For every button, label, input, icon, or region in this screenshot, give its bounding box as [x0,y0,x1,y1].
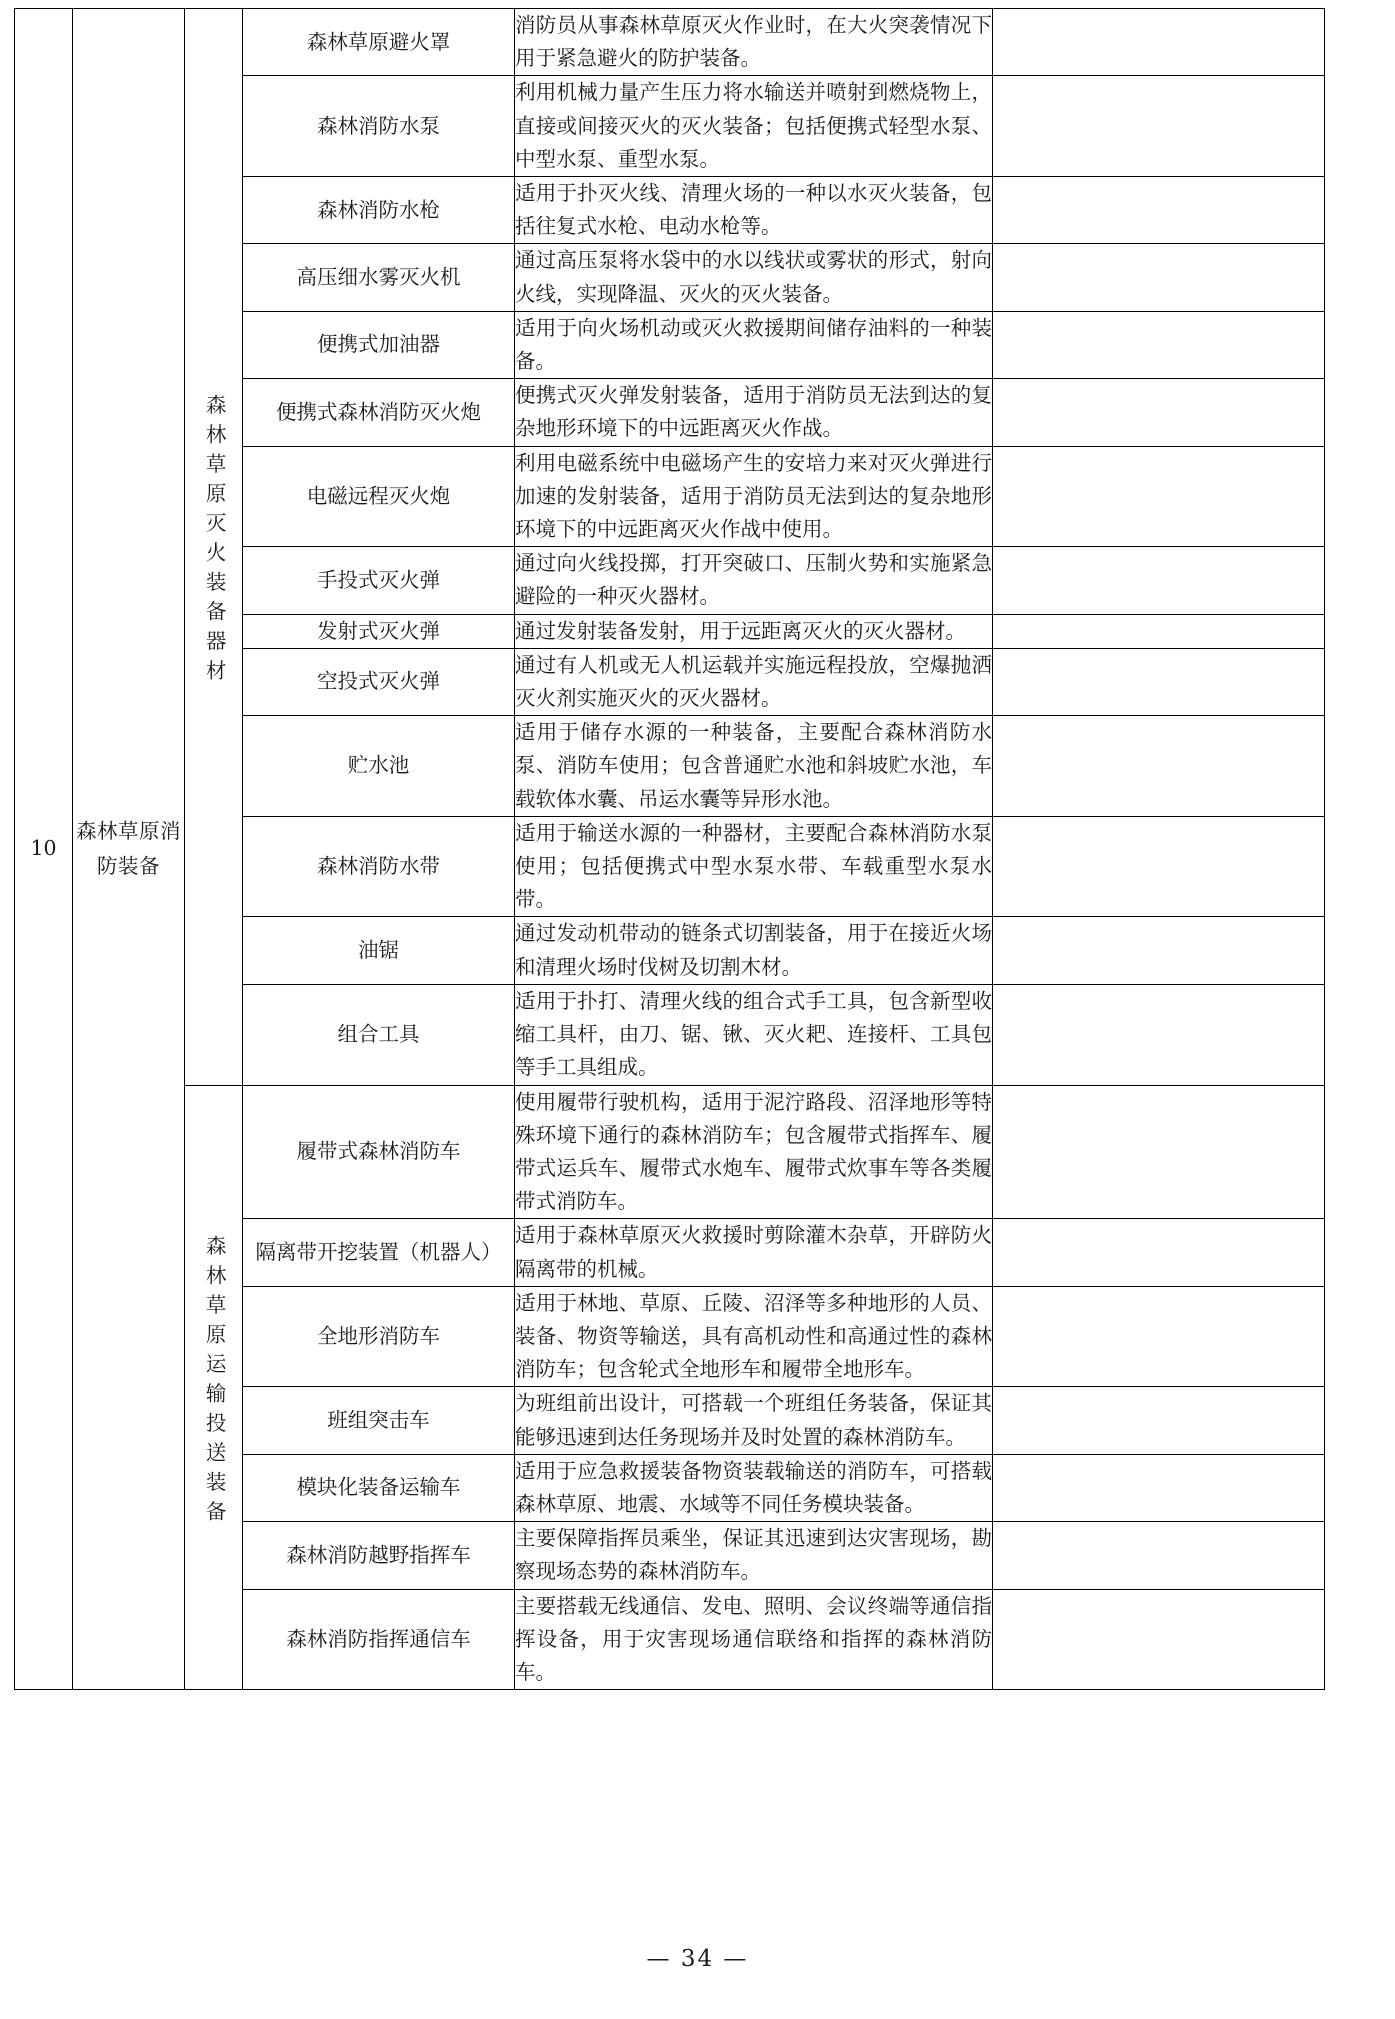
equipment-table [14,8,1325,1690]
item-name: 隔离带开挖装置（机器人） [243,1219,515,1286]
item-name: 全地形消防车 [243,1286,515,1387]
item-note [993,1454,1325,1521]
item-description: 适用于向火场机动或灭火救援期间储存油料的一种装备。 [515,311,993,378]
subgroup-cell-1 [185,1085,243,1690]
item-description: 通过发动机带动的链条式切割装备，用于在接近火场和清理火场时伐树及切割木材。 [515,917,993,984]
item-name: 班组突击车 [243,1387,515,1454]
item-description: 利用电磁系统中电磁场产生的安培力来对灭火弹进行加速的发射装备，适用于消防员无法到达的复杂地形环境下的中远距离灭火作战中使用。 [515,446,993,547]
item-name: 电磁远程灭火炮 [243,446,515,547]
table-body [15,9,1325,1690]
item-note [993,1085,1325,1219]
item-name: 森林消防水带 [243,816,515,917]
item-note [993,1387,1325,1454]
item-name: 手投式灭火弹 [243,547,515,614]
item-name: 组合工具 [243,984,515,1085]
group-number: 10 [30,836,57,861]
item-description: 适用于森林草原灭火救援时剪除灌木杂草，开辟防火隔离带的机械。 [515,1219,993,1286]
subgroup-cell-0 [185,9,243,1086]
item-name: 便携式森林消防灭火炮 [243,379,515,446]
item-name: 模块化装备运输车 [243,1454,515,1521]
item-name: 履带式森林消防车 [243,1085,515,1219]
item-note [993,917,1325,984]
item-note [993,379,1325,446]
item-note [993,716,1325,817]
item-name: 森林消防水枪 [243,177,515,244]
item-name: 森林消防越野指挥车 [243,1522,515,1589]
item-note [993,648,1325,715]
item-note [993,547,1325,614]
item-note [993,816,1325,917]
item-description: 适用于输送水源的一种器材，主要配合森林消防水泵使用；包括便携式中型水泵水带、车载重型水泵水带。 [515,816,993,917]
item-name: 发射式灭火弹 [243,614,515,648]
page-number: — 34 — [646,1946,749,1972]
item-note [993,76,1325,177]
item-note [993,446,1325,547]
subgroup-label: 森林草原灭火装备器材 [202,394,227,690]
item-name: 便携式加油器 [243,311,515,378]
item-description: 便携式灭火弹发射装备，适用于消防员无法到达的复杂地形环境下的中远距离灭火作战。 [515,379,993,446]
item-note [993,1219,1325,1286]
item-description: 为班组前出设计，可搭载一个班组任务装备，保证其能够迅速到达任务现场并及时处置的森林消防车。 [515,1387,993,1454]
item-description: 适用于扑灭火线、清理火场的一种以水灭火装备，包括往复式水枪、电动水枪等。 [515,177,993,244]
item-name: 贮水池 [243,716,515,817]
item-note [993,984,1325,1085]
item-description: 通过向火线投掷，打开突破口、压制火势和实施紧急避险的一种灭火器材。 [515,547,993,614]
item-description: 适用于扑打、清理火线的组合式手工具，包含新型收缩工具杆，由刀、锯、锹、灭火耙、连接杆、工具包等手工具组成。 [515,984,993,1085]
item-description: 主要保障指挥员乘坐，保证其迅速到达灾害现场，勘察现场态势的森林消防车。 [515,1522,993,1589]
item-description: 通过有人机或无人机运载并实施远程投放，空爆抛洒灭火剂实施灭火的灭火器材。 [515,648,993,715]
subgroup-label: 森林草原运输投送装备 [202,1234,227,1530]
item-description: 消防员从事森林草原灭火作业时，在大火突袭情况下用于紧急避火的防护装备。 [515,9,993,76]
item-note [993,177,1325,244]
item-note [993,244,1325,311]
item-note [993,9,1325,76]
item-name: 油锯 [243,917,515,984]
item-name: 森林草原避火罩 [243,9,515,76]
item-description: 通过高压泵将水袋中的水以线状或雾状的形式，射向火线，实现降温、灭火的灭火装备。 [515,244,993,311]
category-cell [73,9,185,1690]
item-note [993,614,1325,648]
item-description: 使用履带行驶机构，适用于泥泞路段、沼泽地形等特殊环境下通行的森林消防车；包含履带式指挥车、履带式运兵车、履带式水炮车、履带式炊事车等各类履带式消防车。 [515,1085,993,1219]
table-row [15,9,1325,76]
item-note [993,1589,1325,1690]
group-number-cell [15,9,73,1690]
item-description: 利用机械力量产生压力将水输送并喷射到燃烧物上，直接或间接灭火的灭火装备；包括便携式轻型水泵、中型水泵、重型水泵。 [515,76,993,177]
item-name: 高压细水雾灭火机 [243,244,515,311]
item-name: 森林消防水泵 [243,76,515,177]
table-row [15,1085,1325,1219]
item-description: 适用于林地、草原、丘陵、沼泽等多种地形的人员、装备、物资等输送，具有高机动性和高通过性的森林消防车；包含轮式全地形车和履带全地形车。 [515,1286,993,1387]
item-description: 适用于应急救援装备物资装载输送的消防车，可搭载森林草原、地震、水域等不同任务模块装备。 [515,1454,993,1521]
item-name: 森林消防指挥通信车 [243,1589,515,1690]
item-description: 主要搭载无线通信、发电、照明、会议终端等通信指挥设备，用于灾害现场通信联络和指挥的森林消防车。 [515,1589,993,1690]
category-label: 森林草原消防装备 [76,818,181,879]
item-description: 通过发射装备发射，用于远距离灭火的灭火器材。 [515,614,993,648]
item-note [993,1522,1325,1589]
item-name: 空投式灭火弹 [243,648,515,715]
item-note [993,1286,1325,1387]
equipment-table-wrapper [14,8,1324,1690]
item-note [993,311,1325,378]
item-description: 适用于储存水源的一种装备，主要配合森林消防水泵、消防车使用；包含普通贮水池和斜坡贮水池，车载软体水囊、吊运水囊等异形水池。 [515,716,993,817]
